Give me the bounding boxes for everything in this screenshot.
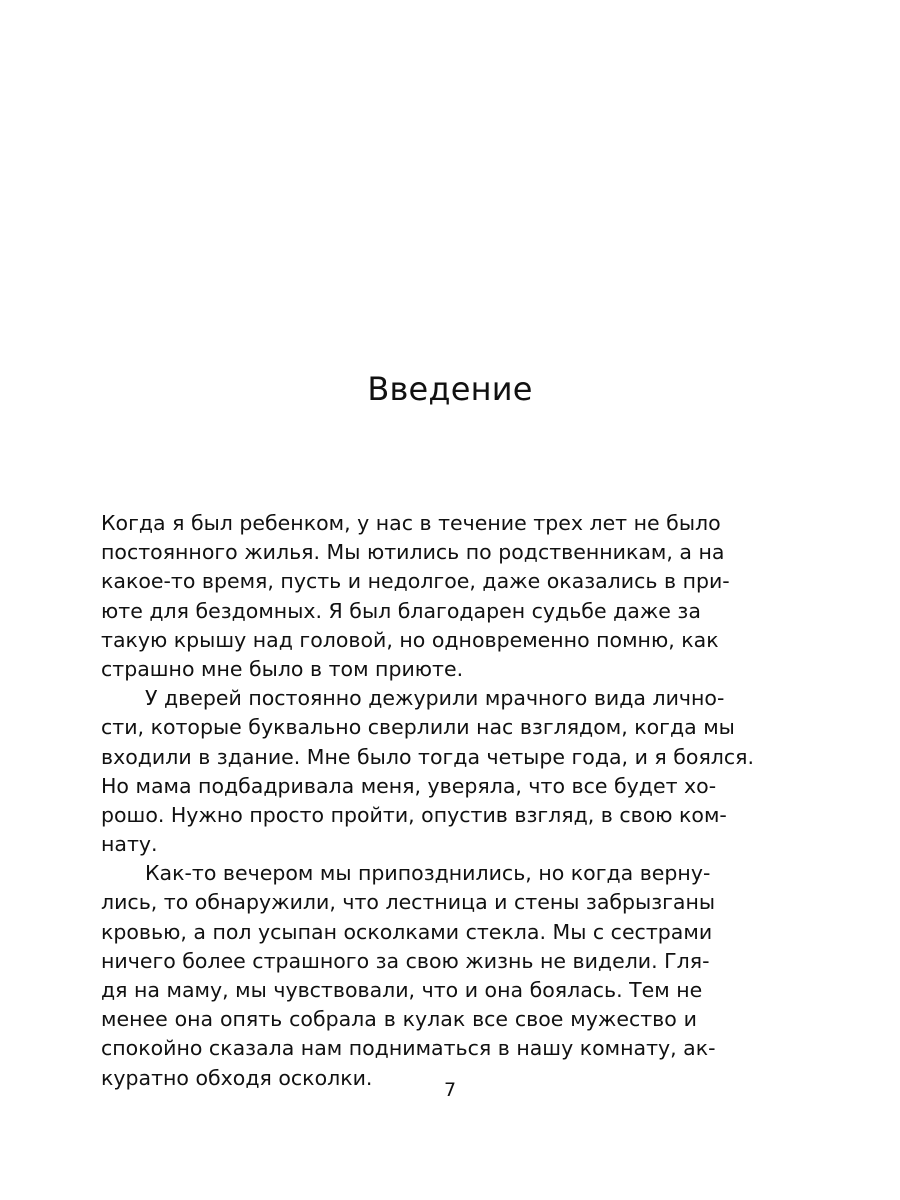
paragraph-1-line-3: какое-то время, пусть и недолгое, даже оказались в при- bbox=[101, 569, 730, 594]
paragraph-2-line-4: Но мама подбадривала меня, уверяла, что все будет хо- bbox=[101, 773, 717, 798]
paragraph-3-line-3: кровью, а пол усыпан осколками стекла. Мы с сестрами bbox=[101, 919, 713, 944]
paragraph-1-line-5: такую крышу над головой, но одновременно помню, как bbox=[101, 627, 719, 652]
page-number: 7 bbox=[443, 1079, 457, 1101]
paragraph-3-line-2: лись, то обнаружили, что лестница и стены забрызганы bbox=[101, 890, 716, 915]
paragraph-1-line-1: Когда я был ребенком, у нас в течение трех лет не было bbox=[101, 511, 721, 535]
paragraph-1-line-6: страшно мне было в том приюте. bbox=[101, 656, 464, 681]
paragraph-3-line-6: менее она опять собрала в кулак все свое мужество и bbox=[101, 1007, 697, 1032]
paragraph-3-line-7: спокойно сказала нам подниматься в нашу комнату, ак- bbox=[101, 1036, 716, 1061]
paragraph-2-line-3: входили в здание. Мне было тогда четыре года, и я боялся. bbox=[101, 744, 755, 769]
paragraph-3-line-4: ничего более страшного за свою жизнь не видели. Гля- bbox=[101, 948, 710, 973]
paragraph-1-line-4: юте для бездомных. Я был благодарен судьбе даже за bbox=[101, 598, 701, 623]
paragraph-2-line-2: сти, которые буквально сверлили нас взглядом, когда мы bbox=[101, 715, 735, 740]
paragraph-3-line-8: куратно обходя осколки. bbox=[101, 1065, 373, 1090]
page-title: Введение bbox=[367, 370, 533, 408]
paragraph-1-line-2: постоянного жилья. Мы ютились по родственникам, а на bbox=[101, 540, 725, 565]
body-text bbox=[101, 509, 755, 1093]
paragraph-3-line-1: Как-то вечером мы припозднились, но когда верну- bbox=[145, 861, 711, 886]
paragraph-2-line-5: рошо. Нужно просто пройти, опустив взгляд, в свою ком- bbox=[101, 802, 727, 827]
paragraph-2-line-1: У дверей постоянно дежурили мрачного вида лично- bbox=[145, 686, 725, 711]
paragraph-3-line-5: дя на маму, мы чувствовали, что и она боялась. Тем не bbox=[101, 978, 703, 1002]
paragraph-2-line-6: нату. bbox=[101, 832, 158, 857]
